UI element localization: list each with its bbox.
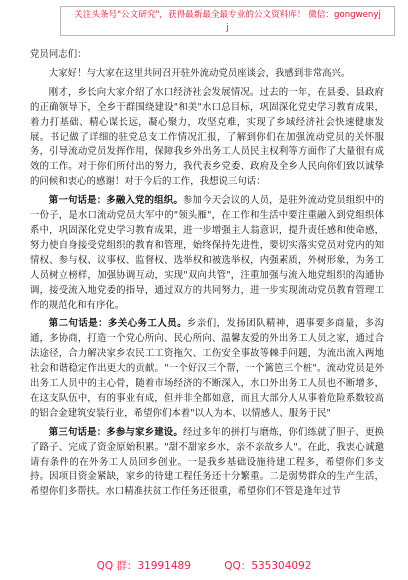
document-body xyxy=(30,48,384,504)
salutation: 党员同志们： xyxy=(30,49,87,60)
promo-banner: 关注头条号"公文研究"，获得最新最全最专业的公文资料库！ 微信：gongwenyj j xyxy=(60,6,395,36)
paragraph-5-lead: 第三句话是：多参与家乡建设。 xyxy=(48,426,183,438)
paragraph-3 xyxy=(30,194,384,313)
qq-label: QQ： xyxy=(224,560,252,572)
paragraph-3-text: 参加今天会议的人员，是驻外流动党员组织中的一份子，是水口流动党员大军中的"领头雁"，在工作和生活中要注重融入到党组织体系中，巩固深化党史学习教育成果，进一步增强主人翁意识，提升责任感和使命感，努力使自身接受党组织的教育和管理，始终保持先进性，要切实落实党员对党内的知情权、参与权、议事权、监督权、选举权和被选举权，内强素质，外树形象，为务工人员树立榜样，加强协调互动，实现"双向共管"，注重加强与流入地党组织的沟通协调，接受流入地党委的指导，通过双方的共同努力，进一步实现流动党员教育管理工作的规范化和有序化。 xyxy=(30,195,384,311)
paragraph-4-lead: 第二句话是：多关心务工人员。 xyxy=(48,318,187,330)
paragraph-4 xyxy=(30,317,384,421)
qq-group-number: 31991489 xyxy=(137,560,191,572)
qq-group-label: QQ 群： xyxy=(96,560,138,572)
footer-spacer xyxy=(191,560,224,572)
paragraph-5 xyxy=(30,426,384,501)
qq-number: 535304092 xyxy=(251,560,312,572)
paragraph-1: 大家好！与大家在这里共同召开驻外流动党员座谈会，我感到非常高兴。 xyxy=(48,67,351,79)
paragraph-2: 刚才，乡长向大家介绍了水口经济社会发展情况。过去的一年，在县委、县政府的正确领导下，全乡干群围绕建设"和美"水口总目标，巩固深化党史学习教育成果，着力打基础、精心谋长远，凝心聚力，攻坚克难，实现了乡域经济社会快速健康发展。书记做了详细的驻党总支工作情况汇报，了解到你们在加强流动党员的关怀服务，引导流动党员发挥作用，保障我乡外出务工人员民主权利等方面作了大量很有成效的工作。对于你们所付出的努力，我代表乡党委、政府及全乡人民向你们致以诚挚的问候和衷心的感谢！对于今后的工作，我想说三句话： xyxy=(30,86,384,188)
footer-contact xyxy=(0,558,408,573)
paragraph-4-text: 乡亲们，发扬团队精神，遇事要多商量，多沟通，多协商，打造一个党心所向、民心所向、温馨友爱的外出务工人员之家，通过合法途径，合力解决家乡农民工工资拖欠、工伤安全事故等棘手问题，为流出流入两地社会和谐稳定作出更大的贡献。"一个好汉三个帮，一个篱笆三个桩"。流动党员是外出务工人员中的主心骨，随着市场经济的不断深入，水口外出务工人员也不断增多，在这支队伍中，有的事业有成，但并非全都如意，而且大部分人从事着危险系数较高的铝合金建筑安装行业，希望你们本着"以人为本、以情感人、服务于民" xyxy=(30,318,384,419)
paragraph-3-lead: 第一句话是：多融入党的组织。 xyxy=(48,195,183,207)
paragraph-5-text: 经过多年的拼打与磨炼，你们练就了胆子、更换了路子、完成了资金原始积累。"甜不甜家乡水，亲不亲故乡人"。在此，我衷心诚邀请有条件的在外务工人员回乡创业。一是我乡基础设施待建工程多，希望你们多支持。因项目资金紧缺，家乡的待建工程任务还十分繁重。二是弱势群众的生产生活，希望你们多帮扶。水口精准扶贫工作任务还很重，希望你们不管是逢年过节 xyxy=(30,426,384,498)
